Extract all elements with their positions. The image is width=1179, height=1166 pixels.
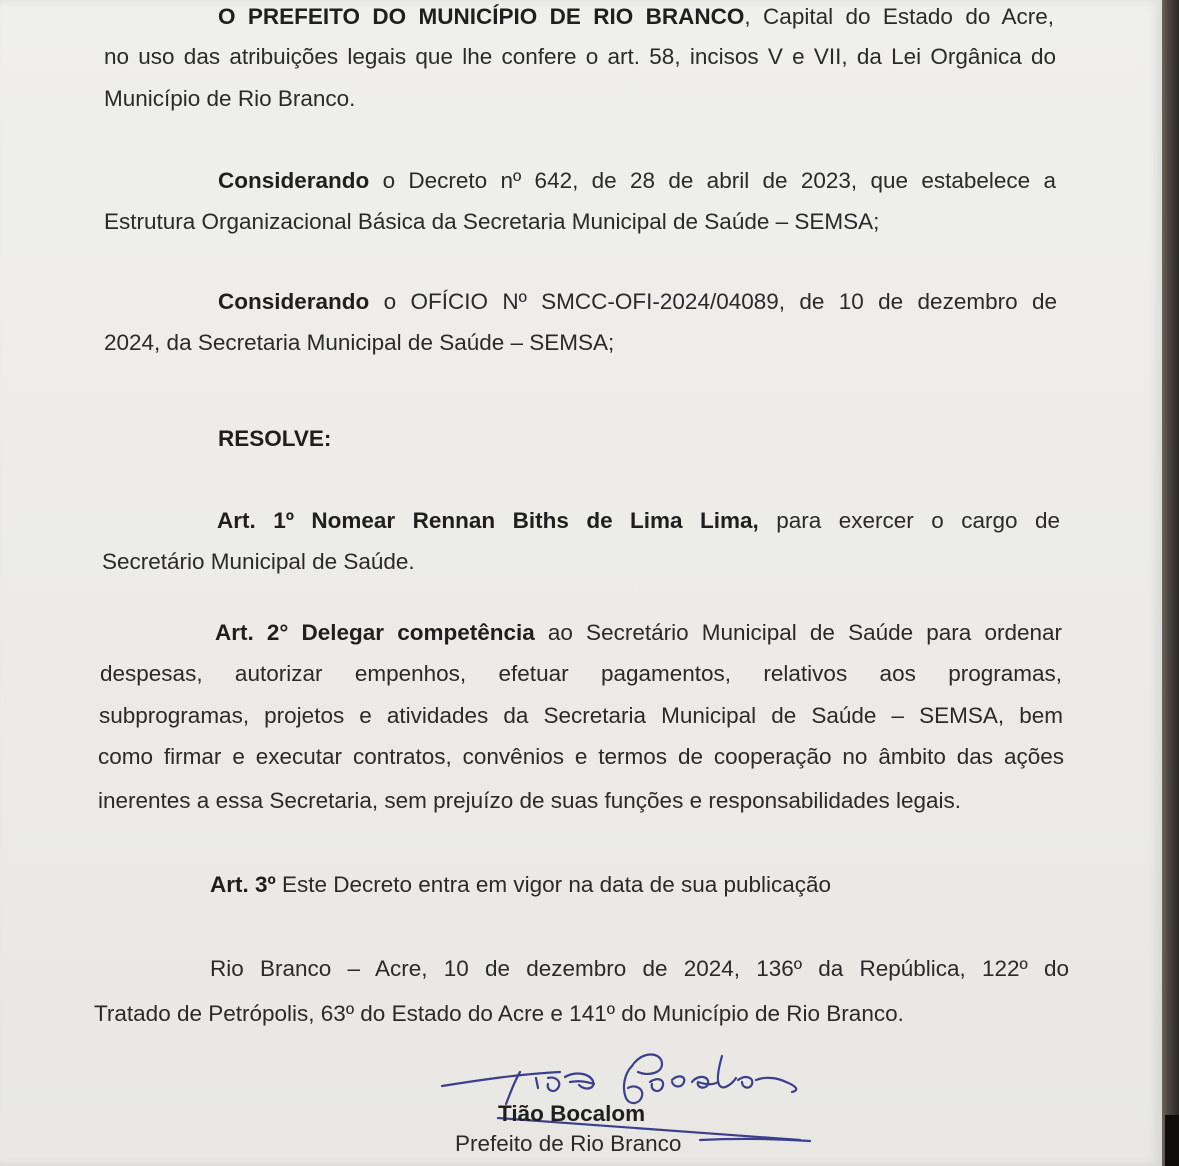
- art1-line-2: Secretário Municipal de Saúde.: [102, 549, 415, 574]
- considerando-2-line-1-text: o OFÍCIO Nº SMCC-OFI-2024/04089, de 10 de dezembro de: [369, 289, 1057, 314]
- intro-line-2: no uso das atribuições legais que lhe confere o art. 58, incisos V e VII, da Lei Orgânica do: [104, 44, 1056, 69]
- art3-text: Este Decreto entra em vigor na data de sua publicação: [275, 872, 832, 897]
- signatory-role: Prefeito de Rio Branco: [455, 1131, 682, 1156]
- art2-line-5: inerentes a essa Secretaria, sem prejuízo de suas funções e responsabilidades legais.: [98, 788, 961, 813]
- considerando-2-bold: Considerando: [218, 289, 370, 314]
- intro-bold: O PREFEITO DO MUNICÍPIO DE RIO BRANCO: [218, 4, 745, 29]
- art3-bold: Art. 3º: [210, 872, 276, 897]
- considerando-1-bold: Considerando: [218, 168, 370, 193]
- considerando-1-line-2: Estrutura Organizacional Básica da Secretaria Municipal de Saúde – SEMSA;: [104, 209, 880, 234]
- resolve-bold: RESOLVE:: [218, 426, 332, 451]
- art2-bold: Art. 2° Delegar competência: [215, 620, 535, 645]
- considerando-2-line-2: 2024, da Secretaria Municipal de Saúde – SEMSA;: [104, 330, 615, 355]
- closing-line-2: Tratado de Petrópolis, 63º do Estado do Acre e 141º do Município de Rio Branco.: [94, 1001, 904, 1026]
- considerando-1-line-1-text: o Decreto nº 642, de 28 de abril de 2023, que estabelece a: [369, 168, 1056, 193]
- page-edge-shadow: [1162, 0, 1179, 1166]
- art1-line-1-text: para exercer o cargo de: [758, 508, 1060, 533]
- art2-line-4: como firmar e executar contratos, convênios e termos de cooperação no âmbito das ações: [98, 744, 1064, 769]
- art2-line-1-text: ao Secretário Municipal de Saúde para ordenar: [534, 620, 1062, 645]
- intro-line-1-text: , Capital do Estado do Acre,: [744, 4, 1055, 29]
- art1-bold: Art. 1º Nomear Rennan Biths de Lima Lima,: [217, 508, 759, 533]
- intro-line-3: Município de Rio Branco.: [104, 86, 356, 111]
- art2-line-3: subprogramas, projetos e atividades da Secretaria Municipal de Saúde – SEMSA, bem: [99, 703, 1063, 728]
- background-corner: [1165, 1115, 1179, 1166]
- art2-line-2: despesas, autorizar empenhos, efetuar pagamentos, relativos aos programas,: [100, 661, 1062, 686]
- signatory-name: Tião Bocalom: [498, 1101, 646, 1126]
- closing-line-1: Rio Branco – Acre, 10 de dezembro de 2024, 136º da República, 122º do: [210, 956, 1069, 981]
